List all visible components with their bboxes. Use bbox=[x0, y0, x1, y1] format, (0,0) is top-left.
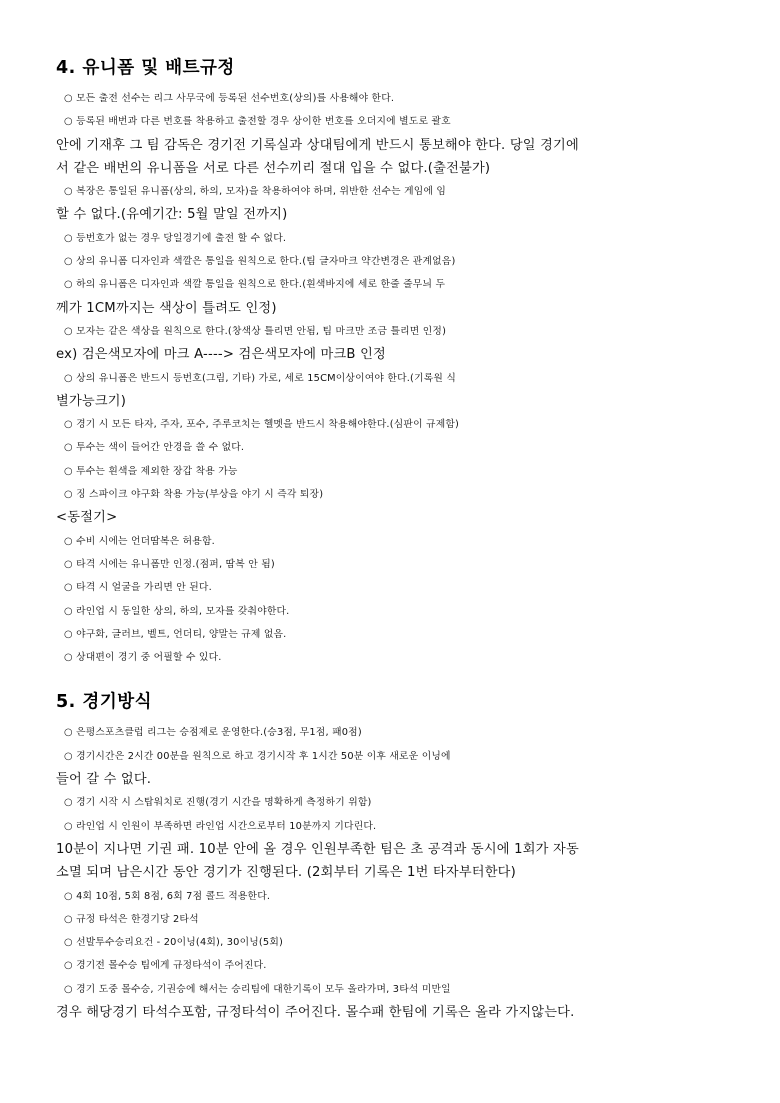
text-line: ○ 등록된 배번과 다른 번호를 착용하고 출전할 경우 상이한 번호를 오더지에 별도로 괄호 bbox=[64, 116, 451, 128]
text-line: ○ 모든 출전 선수는 리그 사무국에 등록된 선수번호(상의)를 사용해야 한다. bbox=[64, 93, 395, 104]
text-line: ○ 수비 시에는 언더땀복은 허용함. bbox=[64, 535, 215, 547]
text-line: 10분이 지나면 기권 패. 10분 안에 올 경우 인원부족한 팀은 초 공격과 동시에 1회가 자동 bbox=[56, 841, 579, 857]
section-uniform-rules bbox=[56, 55, 728, 669]
text-line: ○ 야구화, 글러브, 벨트, 언더티, 양말는 규제 없음. bbox=[64, 628, 287, 640]
text-line: ○ 은평스포츠클럽 리그는 승점제로 운영한다.(승3점, 무1점, 패0점) bbox=[64, 727, 362, 739]
text-line: ○ 선발투수승리요건 - 20이닝(4회), 30이닝(5회) bbox=[64, 937, 284, 949]
text-line: ○ 경기전 몰수승 팀에게 규정타석이 주어진다. bbox=[64, 960, 267, 972]
text-line: ○ 4회 10점, 5회 8점, 6회 7점 콜드 적용한다. bbox=[64, 890, 271, 902]
text-line: 서 같은 배번의 유니폼을 서로 다른 선수끼리 절대 입을 수 없다.(출전불가) bbox=[56, 160, 491, 176]
section-title: 4. 유니폼 및 배트규정 bbox=[56, 58, 235, 78]
text-line: 별가능크기) bbox=[56, 393, 127, 409]
text-line: 할 수 없다.(유예기간: 5월 말일 전까지) bbox=[56, 207, 288, 223]
text-line: ○ 경기 도중 몰수승, 기권승에 해서는 승리팀에 대한기록이 모두 올라가며, 3타석 미만일 bbox=[64, 983, 451, 995]
text-line: <동절기> bbox=[56, 510, 118, 526]
section-game-format bbox=[56, 689, 728, 1024]
text-line: ○ 모자는 같은 색상을 원칙으로 한다.(창색상 틀리면 안됨, 팀 마크만 조금 틀리면 인정) bbox=[64, 325, 447, 337]
text-line: 들어 갈 수 없다. bbox=[56, 772, 152, 788]
text-line: ○ 경기 시 모든 타자, 주자, 포수, 주루코치는 헬멧을 반드시 착용해야한다.(심판이 규제함) bbox=[64, 419, 460, 431]
text-line: ○ 상의 유니폼은 반드시 등번호(그림, 기타) 가로, 세로 15CM이상이여야 한다.(기록원 식 bbox=[64, 372, 457, 384]
text-line: ○ 징 스파이크 야구화 착용 가능(부상을 야기 시 즉각 퇴장) bbox=[64, 489, 324, 501]
section-body bbox=[56, 87, 728, 669]
text-line: ○ 투수는 색이 들어간 안경을 쓸 수 없다. bbox=[64, 442, 245, 454]
text-line: 경우 해당경기 타석수포함, 규정타석이 주어진다. 몰수패 한팀에 기록은 올라 가지않는다. bbox=[56, 1004, 575, 1020]
text-line: ○ 투수는 흰색을 제외한 장갑 착용 가능 bbox=[64, 465, 238, 477]
text-line: ○ 경기시간은 2시간 00분을 원칙으로 하고 경기시작 후 1시간 50분 이후 새로운 이닝에 bbox=[64, 750, 451, 762]
text-line: 께가 1CM까지는 색상이 틀려도 인정) bbox=[56, 300, 277, 316]
text-line: ○ 경기 시작 시 스탑워치로 진행(경기 시간을 명확하게 측정하기 위함) bbox=[64, 797, 372, 809]
text-line: 소멸 되며 남은시간 동안 경기가 진행된다. (2회부터 기록은 1번 타자부터한다) bbox=[56, 865, 516, 881]
text-line: ○ 등번호가 없는 경우 당일경기에 출전 할 수 없다. bbox=[64, 232, 287, 244]
text-line: ○ 복장은 통일된 유니폼(상의, 하의, 모자)을 착용하여야 하며, 위반한 선수는 게임에 임 bbox=[64, 186, 447, 198]
text-line: ○ 상의 유니폼 디자인과 색깔은 통일을 원칙으로 한다.(팀 글자마크 약간변경은 관계없음) bbox=[64, 256, 456, 268]
text-line: ○ 타격 시 얼굴을 가리면 안 된다. bbox=[64, 582, 212, 594]
text-line: ○ 타격 시에는 유니폼만 인정.(점퍼, 땀복 안 됨) bbox=[64, 558, 275, 570]
section-title: 5. 경기방식 bbox=[56, 692, 153, 713]
text-line: ○ 하의 유니폼은 디자인과 색깔 통일을 원칙으로 한다.(흰색바지에 세로 한줄 줄무늬 두 bbox=[64, 279, 446, 291]
document-page bbox=[56, 55, 728, 1024]
text-line: ○ 라인업 시 동일한 상의, 하의, 모자를 갖춰야한다. bbox=[64, 605, 290, 617]
text-line: ○ 라인업 시 인원이 부족하면 라인업 시간으로부터 10분까지 기다린다. bbox=[64, 820, 377, 832]
text-line: ex) 검은색모자에 마크 A----> 검은색모자에 마크B 인정 bbox=[56, 347, 386, 363]
text-line: ○ 규정 타석은 한경기당 2타석 bbox=[64, 913, 199, 925]
section-body bbox=[56, 721, 728, 1024]
text-line: ○ 상대편이 경기 중 어필할 수 있다. bbox=[64, 652, 222, 664]
text-line: 안에 기재후 그 팀 감독은 경기전 기록실과 상대팀에게 반드시 통보해야 한다. 당일 경기에 bbox=[56, 137, 579, 153]
